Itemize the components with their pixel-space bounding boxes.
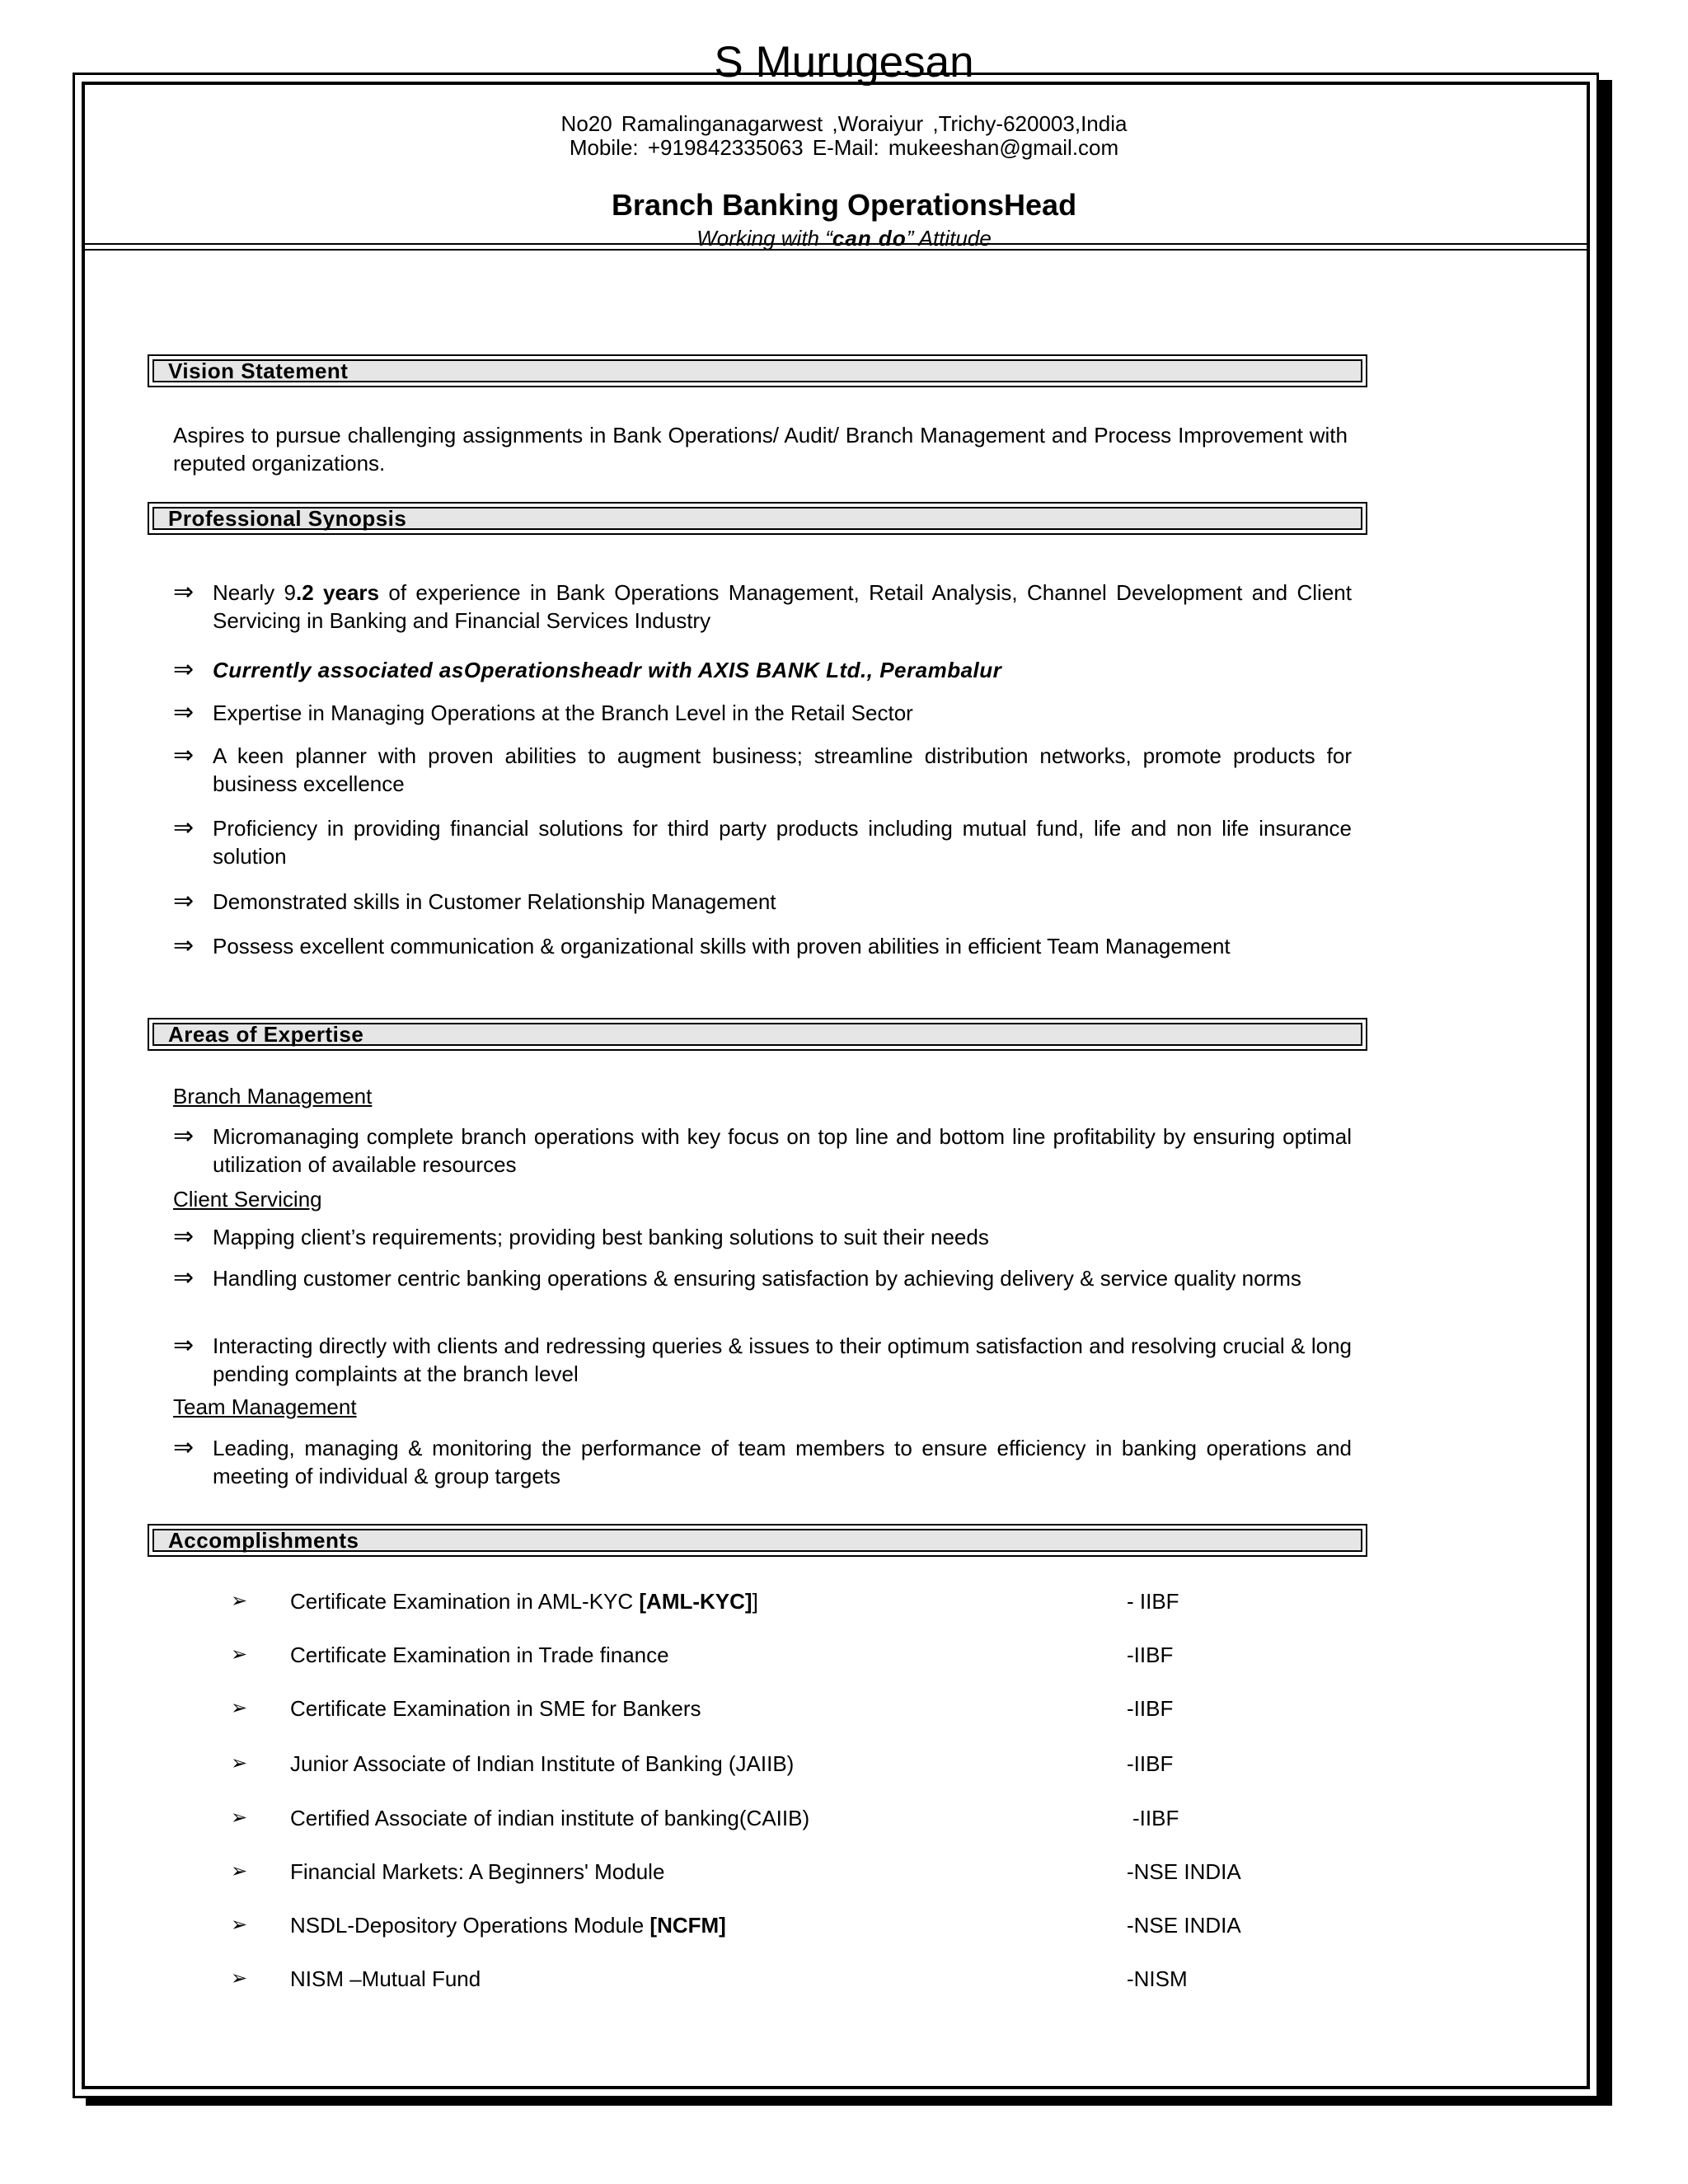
accomplishment-item — [231, 1966, 1302, 1994]
expertise-text: Interacting directly with clients and redressing queries & issues to their optimum satisfaction and resolving crucial & long pending complaints at the branch level — [213, 1333, 1352, 1386]
expertise-item — [173, 1122, 1352, 1179]
accomplishment-item — [231, 1913, 1302, 1941]
accomplishment-issuer: -IIBF — [1132, 1806, 1179, 1830]
expertise-item — [173, 1264, 1352, 1292]
arrowhead-bullet-icon: ➢ — [231, 1914, 248, 1936]
accomplishment-issuer: -IIBF — [1127, 1751, 1174, 1776]
arrowhead-bullet-icon: ➢ — [231, 1697, 248, 1719]
tagline-post: ” Attitude — [906, 226, 992, 251]
accomplishment-label: NISM –Mutual Fund — [290, 1966, 481, 1991]
synopsis-item — [173, 742, 1352, 798]
section-header-synopsis — [148, 502, 1367, 535]
accomplishment-issuer: -NSE INDIA — [1127, 1859, 1241, 1884]
arrow-bullet-icon: ⇒ — [173, 932, 195, 959]
section-title: Accomplishments — [152, 1529, 1362, 1552]
accomplishment-item — [231, 1751, 1302, 1779]
subheading-client-servicing: Client Servicing — [173, 1187, 322, 1212]
synopsis-text: Expertise in Managing Operations at the Branch Level in the Retail Sector — [213, 701, 913, 725]
expertise-item — [173, 1332, 1352, 1388]
accomplishment-label: Certified Associate of indian institute of banking(CAIIB) — [290, 1806, 810, 1830]
accomplishment-item — [231, 1806, 1302, 1834]
accomplishment-label: Certificate Examination in AML-KYC [AML-KYC]] — [290, 1589, 758, 1614]
accomplishment-issuer: -IIBF — [1127, 1696, 1174, 1721]
arrow-bullet-icon: ⇒ — [173, 1434, 195, 1461]
vision-text: Aspires to pursue challenging assignments in Bank Operations/ Audit/ Branch Management and Process Improvement with reputed organizations. — [173, 423, 1348, 476]
synopsis-text: Currently associated asOperationsheadr with AXIS BANK Ltd., Perambalur — [213, 658, 1002, 682]
job-title: Branch Banking OperationsHead — [611, 188, 1077, 222]
accomplishment-label: Financial Markets: A Beginners' Module — [290, 1859, 665, 1884]
arrow-bullet-icon: ⇒ — [173, 814, 195, 841]
arrow-bullet-icon: ⇒ — [173, 699, 195, 726]
section-header-vision — [148, 354, 1367, 387]
arrow-bullet-icon: ⇒ — [173, 1223, 195, 1250]
arrow-bullet-icon: ⇒ — [173, 656, 195, 683]
section-header-accomplishments — [148, 1524, 1367, 1557]
tagline — [0, 226, 1688, 251]
subheading-branch-management: Branch Management — [173, 1084, 373, 1108]
accomplishment-label: Certificate Examination in Trade finance — [290, 1643, 669, 1667]
synopsis-item — [173, 814, 1352, 870]
arrow-bullet-icon: ⇒ — [173, 1122, 195, 1150]
accomplishment-label: NSDL-Depository Operations Module [NCFM] — [290, 1913, 726, 1938]
address-line: No20 Ramalinganagarwest ,Woraiyur ,Trichy-620003,India — [560, 111, 1128, 136]
candidate-name: S Murugesan — [714, 38, 974, 87]
expertise-text: Leading, managing & monitoring the performance of team members to ensure efficiency in banking operations and meeting of individual & group targets — [213, 1436, 1352, 1488]
arrowhead-bullet-icon: ➢ — [231, 1643, 248, 1666]
synopsis-text: Proficiency in providing financial solutions for third party products including mutual fund, life and non life insurance solution — [213, 816, 1352, 869]
arrowhead-bullet-icon: ➢ — [231, 1860, 248, 1882]
section-header-expertise — [148, 1018, 1367, 1051]
synopsis-item — [173, 656, 1352, 684]
accomplishment-label: Junior Associate of Indian Institute of Banking (JAIIB) — [290, 1751, 795, 1776]
accomplishment-issuer: -NSE INDIA — [1127, 1913, 1241, 1938]
arrowhead-bullet-icon: ➢ — [231, 1967, 248, 1990]
subheading-team-management: Team Management — [173, 1394, 357, 1419]
synopsis-text: Demonstrated skills in Customer Relationship Management — [213, 889, 776, 914]
arrow-bullet-icon: ⇒ — [173, 1264, 195, 1291]
expertise-item — [173, 1434, 1352, 1490]
expertise-text: Handling customer centric banking operations & ensuring satisfaction by achieving delivery & service quality norms — [213, 1266, 1301, 1291]
accomplishment-issuer: - IIBF — [1127, 1589, 1179, 1614]
synopsis-item — [173, 699, 1352, 727]
accomplishment-item — [231, 1643, 1302, 1671]
expertise-text: Micromanaging complete branch operations with key focus on top line and bottom line profitability by ensuring optimal utilization of available resources — [213, 1124, 1352, 1177]
synopsis-text: Nearly 9.2 years of experience in Bank Operations Management, Retail Analysis, Channel Development and Client Servicing in Banking and Financial Services Industry — [213, 580, 1352, 633]
section-title: Vision Statement — [152, 359, 1362, 382]
section-title: Areas of Expertise — [152, 1023, 1362, 1046]
expertise-item — [173, 1223, 1352, 1251]
accomplishment-label: Certificate Examination in SME for Bankers — [290, 1696, 701, 1721]
arrowhead-bullet-icon: ➢ — [231, 1752, 248, 1774]
accomplishment-issuer: -IIBF — [1127, 1643, 1174, 1667]
arrow-bullet-icon: ⇒ — [173, 1332, 195, 1359]
arrow-bullet-icon: ⇒ — [173, 579, 195, 606]
synopsis-text: A keen planner with proven abilities to augment business; streamline distribution networks, promote products for business excellence — [213, 743, 1352, 796]
synopsis-text: Possess excellent communication & organizational skills with proven abilities in efficient Team Management — [213, 934, 1231, 958]
synopsis-item — [173, 932, 1352, 960]
section-title: Professional Synopsis — [152, 507, 1362, 530]
arrow-bullet-icon: ⇒ — [173, 742, 195, 769]
synopsis-item — [173, 888, 1352, 916]
arrowhead-bullet-icon: ➢ — [231, 1590, 248, 1612]
accomplishment-item — [231, 1589, 1302, 1617]
arrowhead-bullet-icon: ➢ — [231, 1807, 248, 1829]
arrow-bullet-icon: ⇒ — [173, 888, 195, 915]
accomplishment-issuer: -NISM — [1127, 1966, 1188, 1991]
accomplishment-item — [231, 1859, 1302, 1887]
tagline-emphasis: can do — [832, 226, 907, 251]
synopsis-item — [173, 579, 1352, 635]
contact-line: Mobile: +919842335063 E-Mail: mukeeshan@gmail.com — [569, 135, 1119, 160]
expertise-text: Mapping client’s requirements; providing best banking solutions to suit their needs — [213, 1225, 989, 1249]
accomplishment-item — [231, 1696, 1302, 1724]
tagline-pre: Working with “ — [696, 226, 832, 251]
